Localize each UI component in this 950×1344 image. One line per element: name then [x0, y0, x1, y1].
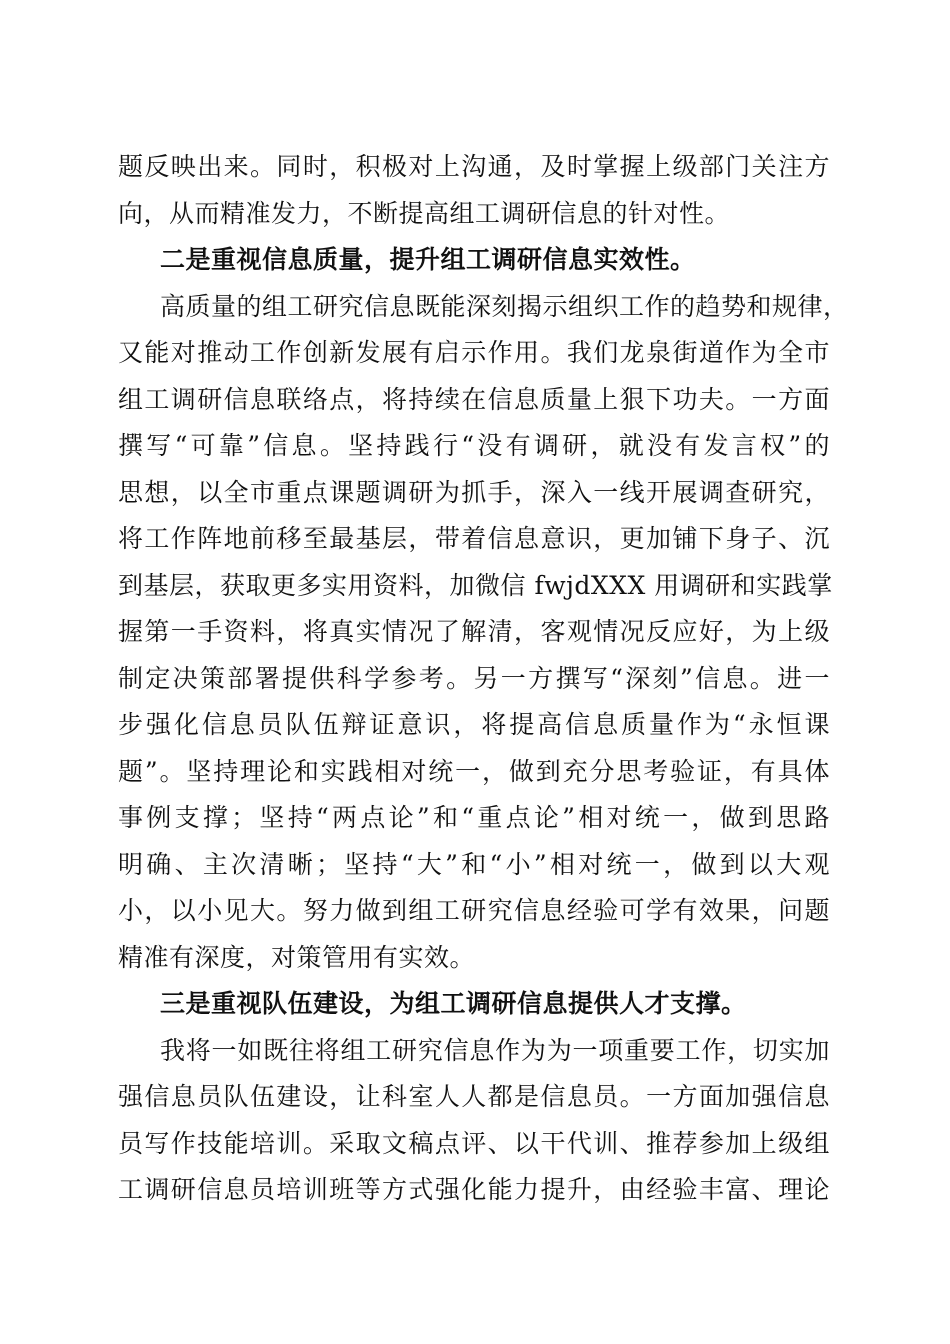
paragraph-line: 将工作阵地前移至最基层，带着信息意识，更加铺下身子、沉 [118, 524, 830, 553]
paragraph-line: 高质量的组工研究信息既能深刻揭示组织工作的趋势和规律， [160, 291, 849, 321]
document-page [118, 144, 849, 1214]
paragraph-line: 制定决策部署提供科学参考。另一方撰写“深刻”信息。进一 [118, 663, 830, 693]
paragraph-line: 步强化信息员队伍辩证意识，将提高信息质量作为“永恒课 [118, 710, 830, 739]
paragraph-line: 精准有深度，对策管用有实效。 [118, 942, 476, 972]
paragraph-line: 撰写“可靠”信息。坚持践行“没有调研，就没有发言权”的 [118, 431, 830, 460]
paragraph-line: 向，从而精准发力，不断提高组工调研信息的针对性。 [118, 198, 731, 228]
paragraph-line: 到基层，获取更多实用资料，加微信 fwjdXXX 用调研和实践掌 [118, 570, 833, 600]
paragraph-line: 员写作技能培训。采取文稿点评、以干代训、推荐参加上级组 [118, 1128, 830, 1158]
paragraph-line: 事例支撑；坚持“两点论”和“重点论”相对统一，做到思路 [118, 803, 830, 832]
paragraph-line: 握第一手资料，将真实情况了解清，客观情况反应好，为上级 [118, 617, 830, 646]
section-heading: 二是重视信息质量，提升组工调研信息实效性。 [160, 245, 696, 274]
section-heading: 三是重视队伍建设，为组工调研信息提供人才支撑。 [160, 989, 747, 1018]
paragraph-line: 小，以小见大。努力做到组工研究信息经验可学有效果，问题 [118, 896, 830, 925]
paragraph-line: 强信息员队伍建设，让科室人人都是信息员。一方面加强信息 [118, 1082, 830, 1111]
paragraph-line: 明确、主次清晰；坚持“大”和“小”相对统一，做到以大观 [118, 849, 830, 879]
paragraph-line: 题”。坚持理论和实践相对统一，做到充分思考验证，有具体 [118, 756, 830, 786]
paragraph-line: 我将一如既往将组工研究信息作为为一项重要工作，切实加 [160, 1035, 830, 1065]
paragraph-line: 组工调研信息联络点，将持续在信息质量上狠下功夫。一方面 [118, 384, 830, 414]
paragraph-line: 工调研信息员培训班等方式强化能力提升，由经验丰富、理论 [118, 1175, 830, 1204]
paragraph-line: 思想，以全市重点课题调研为抓手，深入一线开展调查研究， [118, 477, 830, 507]
paragraph-line: 题反映出来。同时，积极对上沟通，及时掌握上级部门关注方 [118, 152, 830, 181]
paragraph-line: 又能对推动工作创新发展有启示作用。我们龙泉街道作为全市 [118, 338, 830, 367]
